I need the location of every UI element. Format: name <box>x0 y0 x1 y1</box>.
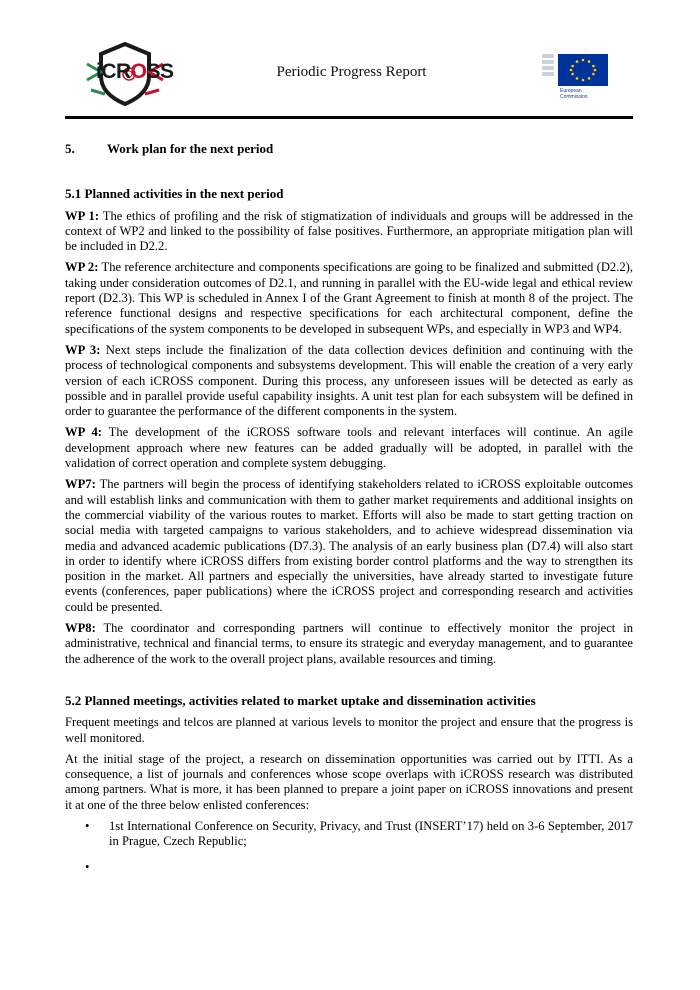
wp-text: The coordinator and corresponding partners will continue to effectively monitor the project in administrative, technical and financial terms, to ensure its strategic and everyday management, and to guarantee the adherence of the work to the overall project plans, available resources and timing. <box>65 621 633 666</box>
eu-caption: European Commission <box>560 88 588 100</box>
wp-text: The ethics of profiling and the risk of stigmatization of individuals and groups will be addressed in the context of WP2 and linked to the possibility of false positives. Furthermore, an appropriate mitigation plan will be included in D2.2. <box>65 208 633 254</box>
subsection-heading-5-1: 5.1 Planned activities in the next period <box>65 186 284 202</box>
wp-text: Next steps include the finalization of the data collection devices definition and continuing with the process of technological components and subsystems development. This will enable the creation of a very early version of each iCROSS component. During this process, any unforeseen issues will be detected as early as possible and in parallel provide useful capability insights. A unit test plan for each subsystem will be defined in order to guarantee the performance of the different components in the system. <box>65 342 633 419</box>
section-heading <box>65 141 633 156</box>
wp-label: WP7: <box>65 477 96 492</box>
section-title: Work plan for the next period <box>107 141 274 156</box>
wp-paragraph <box>65 425 633 471</box>
body-paragraph: Frequent meetings and telcos are planned at various levels to monitor the project and ensure that the progress is well monitored. <box>65 715 633 745</box>
wp-paragraph <box>65 621 633 667</box>
wp-label: WP8: <box>65 621 96 636</box>
wp-text: The reference architecture and components specifications are going to be finalized and submitted (D2.2), taking under consideration outcomes of D2.1, and running in parallel with the EU-wide legal and ethical review report (D2.3). This WP is scheduled in Annex I of the Grant Agreement to finish at month 8 of the project. The reference functional designs and respective specifications for each architectural component, define the specifications of the system components to be developed in subsequent WPs, and especially in WP3 and WP4. <box>65 260 633 336</box>
wp-paragraph <box>65 260 633 336</box>
list-item-text: 1st International Conference on Security, Privacy, and Trust (INSERT’17) held on 3-6 September, 2017 in Prague, Czech Republic; <box>109 818 633 849</box>
header-divider <box>65 116 633 119</box>
wp-label: WP 3: <box>65 342 101 357</box>
wp-label: WP 1: <box>65 208 100 223</box>
body-paragraph: At the initial stage of the project, a research on dissemination opportunities was carried out by ITTI. As a consequence, a list of journals and conferences whose scope overlaps with iCROSS research was distributed among partners. What is more, it has been planned to prepare a joint paper on iCROSS innovations and present it at one of the three below enlisted conferences: <box>65 751 633 812</box>
section-number: 5. <box>65 141 75 156</box>
wp-text: The partners will begin the process of identifying stakeholders related to iCROSS exploitable outcomes and will establish links and communication with them to gather market requirements and additional insights on the commercial viability of the various routes to market. Efforts will also be made to start getting traction on social media with targeted campaigns to various stakeholders, and to achieve widespread dissemination via media and advanced academic publications (D7.3). The analysis of an early business plan (D7.4) will also start in order to identify where iCROSS differs from existing border control platforms and the way to strengthen its position in the market. All partners and especially the universities, have already started to investigate future events (conferences, paper publications) where the iCROSS project and corresponding research and activities could be presented. <box>65 477 633 614</box>
wp-paragraph <box>65 343 633 419</box>
conference-list <box>65 818 633 874</box>
list-item <box>85 819 633 850</box>
page-header <box>85 40 618 114</box>
wp-paragraph <box>65 209 633 255</box>
page-body <box>65 141 634 874</box>
european-commission-logo <box>538 52 618 104</box>
bullet-icon: • <box>85 859 90 874</box>
wp-label: WP 2: <box>65 260 99 275</box>
bullet-icon: • <box>85 818 90 833</box>
wp-label: WP 4: <box>65 425 102 440</box>
subsection-heading-5-2: 5.2 Planned meetings, activities related to market uptake and dissemination activities <box>65 692 536 708</box>
icross-logo-text: iCROSS <box>96 60 174 83</box>
wp-paragraph <box>65 477 633 615</box>
report-title: Periodic Progress Report <box>276 64 427 80</box>
wp-text: The development of the iCROSS software tools and relevant interfaces will continue. An agile development approach where new features can be added gradually will be adopted, in parallel with the validation of correct operation and complete system debugging. <box>65 425 634 471</box>
